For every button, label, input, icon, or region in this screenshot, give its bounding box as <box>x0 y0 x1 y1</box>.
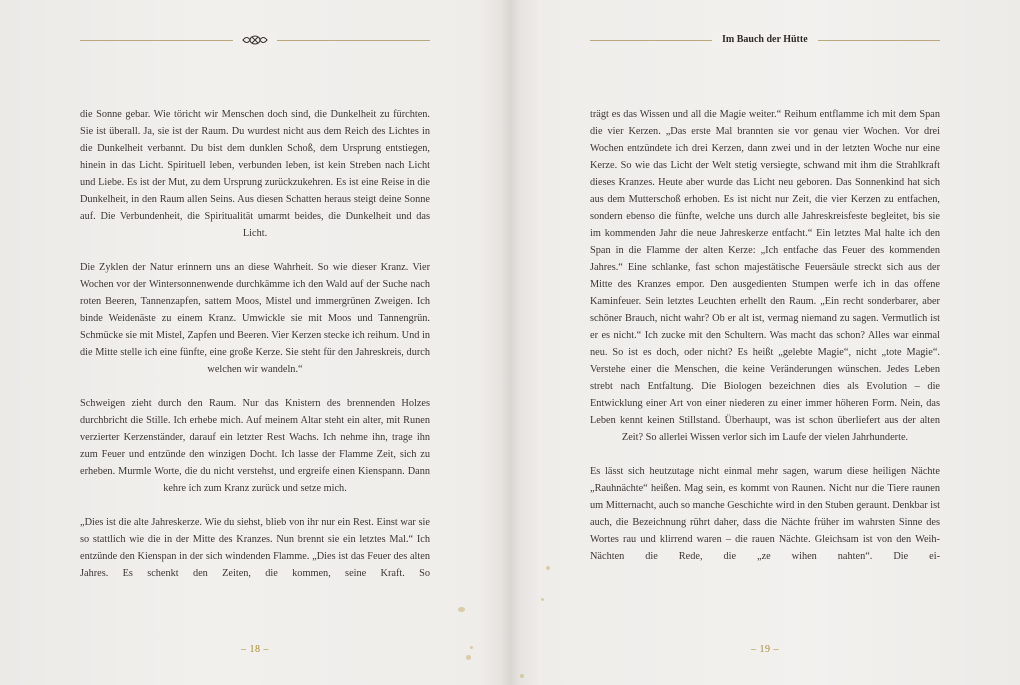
page-number: – 18 – <box>241 644 269 655</box>
paragraph: Schweigen zieht durch den Raum. Nur das Knistern des brennenden Holzes durchbricht die Stille. Ich erhebe mich. Auf meinem Altar steht ein alter, mit Runen verzierter Kerzenständer, darauf ein letzter Rest Wachs. Ich nehme ihn, trage ihn zum Feuer und entzünde den winzigen Docht. Ich lasse der Flamme Zeit, sich zu erheben. Murmle Worte, die du nicht verstehst, und ergreife einen Kienspann. Dann kehre ich zum Kranz zurück und setze mich. <box>80 398 430 494</box>
knot-ornament-icon <box>233 32 277 48</box>
paper-stain <box>470 646 473 649</box>
running-head: Im Bauch der Hütte <box>712 32 818 48</box>
right-body-text <box>590 106 940 565</box>
paper-stain <box>520 674 524 678</box>
paper-stain <box>458 607 465 612</box>
paragraph: trägt es das Wissen und all die Magie weiter.“ Reihum entflamme ich mit dem Span die vier Kerzen. „Das erste Mal brannten sie vor genau vier Wochen. Vor drei Wochen entzündete ich drei Kerzen, dann zwei und in der letzten Woche nur eine Kerze. So wie das Licht der Welt stetig versiegte, schwand mit ihm die Strahlkraft dieses Kranzes. Heute aber wurde das Licht neu geboren. Das Sonnenkind hat sich aus dem Mutterschoß erhoben. Es ist nicht nur Zeit, die vier Kerzen zu entfachen, sondern ebenso die fünfte, welche uns durch alle Jahreskreisfeste begleitet, bis sie im kommenden Jahr die neue Jahreskerze entfacht.“ Ein letztes Mal halte ich den Span in die Flamme der alten Kerze: „Ich entfache das Feuer des kommenden Jahres.“ Eine schlanke, fast schon majestätische Feuersäule streckt sich aus der Mitte des Kranzes empor. Den ausgedienten Stumpen werfe ich in das offene Kaminfeuer. Sein letztes Leuchten erhellt den Raum. „Ein recht sonderbarer, aber schöner Brauch, nicht wahr? Ob er alt ist, vermag niemand zu sagen. Vermutlich ist er es nicht.“ Ich zucke mit den Schultern. Was macht das schon? Alles war einmal neu. So ist es doch, oder nicht? Es heißt „gelebte Magie“, nicht „tote Magie“. Verstehe einer die Menschen, die keine Veränderungen wünschen. Jedes Leben strebt nach Entfaltung. Die Biologen bezeichnen dies als Evolution – die Entwicklung einer Art von einer niederen zu einer immer höheren Form. Nein, das Leben kennt keinen Stillstand. Überhaupt, was ist schon überliefert aus der alten Zeit? So allerlei Wissen verlor sich im Laufe der vielen Jahrhunderte. <box>590 109 940 443</box>
paper-stain <box>466 655 471 660</box>
left-body-text <box>80 106 430 582</box>
page-number: – 19 – <box>751 644 779 655</box>
paper-stain <box>541 598 544 601</box>
paragraph: Die Zyklen der Natur erinnern uns an diese Wahrheit. So wie dieser Kranz. Vier Wochen vor der Wintersonnenwende durchkämme ich den Wald auf der Suche nach roten Beeren, Tannenzapfen, sattem Moos, Mistel und immergrünen Zweigen. Ich binde Weidenäste zu einem Kranz. Umwickle sie mit Moos und Tannengrün. Schmücke sie mit Mistel, Zapfen und Beeren. Vier Kerzen stecke ich reihum. Und in die Mitte stelle ich eine fünfte, eine große Kerze. Sie steht für den Jahreskreis, durch welchen wir wandeln.“ <box>80 262 430 375</box>
paper-stain <box>546 566 550 570</box>
paragraph: „Dies ist die alte Jahreskerze. Wie du siehst, blieb von ihr nur ein Rest. Einst war sie so stattlich wie die in der Mitte des Kranzes. Nun brennt sie ein letztes Mal.“ Ich entzünde den Kienspan in der sich windenden Flamme. „Dies ist das Feuer des alten Jahres. Es schenkt den Zeiten, die kommen, seine Kraft. So <box>80 517 430 579</box>
paragraph: die Sonne gebar. Wie töricht wir Menschen doch sind, die Dunkelheit zu fürchten. Sie ist überall. Ja, sie ist der Raum. Du wurdest nicht aus dem Reich des Lichtes in die Dunkelheit verbannt. Du bist dem dunklen Schoß, dem Ursprung entstiegen, hinein in das Licht. Spirituell leben, verbunden leben, ist kein Streben nach Licht und Liebe. Es ist der Mut, zu dem Ursprung zurückzukehren. Es ist eine Reise in die Dunkelheit, in den Raum allen Seins. Aus diesen Schatten heraus steigt deine Sonne auf. Die Verbundenheit, die Spiritualität umarmt beides, die Dunkelheit und das Licht. <box>80 109 430 239</box>
right-page <box>510 0 1020 685</box>
paragraph: Es lässt sich heutzutage nicht einmal mehr sagen, warum diese heiligen Nächte „Rauhnächte“ heißen. Mag sein, es kommt von Raunen. Nicht nur die Tiere raunen um Mitternacht, auch so manche Geschichte wird in den Stuben geraunt. Denkbar ist auch, die Bezeichnung rührt daher, dass die Nächte früher im wahrsten Sinne des Wortes rau und klirrend waren – die rauen Nächte. Gleichsam ist von den Weih-Nächten die Rede, die „ze wihen nahten“. Die ei- <box>590 466 940 562</box>
